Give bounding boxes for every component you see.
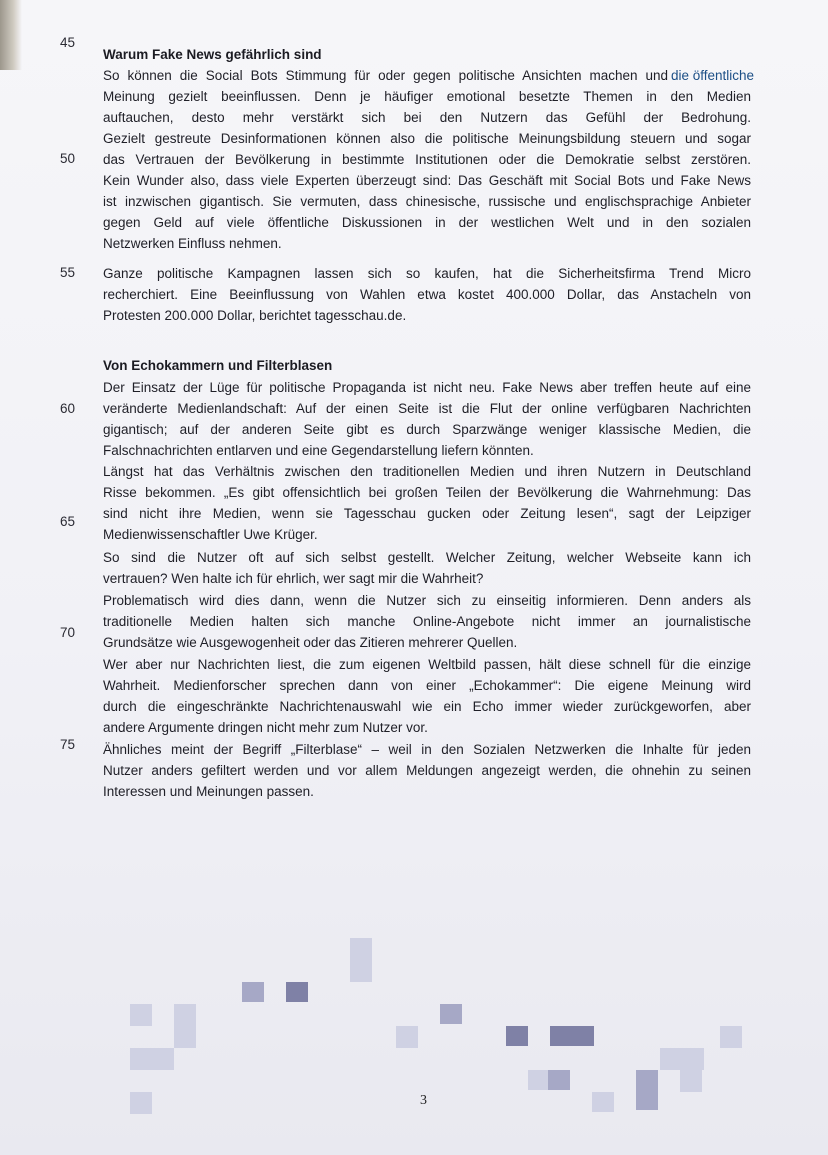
text-line: Kein Wunder also, dass viele Experten überzeugt sind: Das Geschäft mit Social Bots und Fake News <box>103 173 751 188</box>
line-number: 55 <box>60 265 76 280</box>
text-line: recherchiert. Eine Beeinflussung von Wahlen etwa kostet 400.000 Dollar, das Anstacheln von <box>103 287 751 302</box>
text-line: traditionelle Medien halten sich manche Online-Angebote nicht immer an journalistische <box>103 614 751 629</box>
text-line: Ganze politische Kampagnen lassen sich so kaufen, hat die Sicherheitsfirma Trend Micro <box>103 266 751 281</box>
text-line: auftauchen, desto mehr verstärkt sich bei den Nutzern das Gefühl der Bedrohung. <box>103 110 751 125</box>
text-line: durch die eingeschränkte Nachrichtenauswahl wie ein Echo immer wieder zurückgeworfen, aber <box>103 699 751 714</box>
text-line: Interessen und Meinungen passen. <box>103 784 314 799</box>
text-line: Wahrheit. Medienforscher sprechen dann von einer „Echokammer“: Die eigene Meinung wird <box>103 678 751 693</box>
text-line: So können die Social Bots Stimmung für oder gegen politische Ansichten machen und <box>103 68 668 83</box>
text-line: Grundsätze wie Ausgewogenheit oder das Zitieren mehrerer Quellen. <box>103 635 518 650</box>
text-line: Risse bekommen. „Es gibt offensichtlich bei großen Teilen der Bevölkerung die Wahrnehmung: Das <box>103 485 751 500</box>
text-line: Wer aber nur Nachrichten liest, die zum eigenen Weltbild passen, hält diese schnell für die einzige <box>103 657 751 672</box>
text-line: Längst hat das Verhältnis zwischen den traditionellen Medien und ihren Nutzern in Deutschland <box>103 464 751 479</box>
text-line: Meinung gezielt beeinflussen. Denn je häufiger emotional besetzte Themen in den Medien <box>103 89 751 104</box>
line-number: 70 <box>60 625 76 640</box>
text-line: Falschnachrichten entlarven und eine Gegendarstellung liefern könnten. <box>103 443 534 458</box>
text-line: Der Einsatz der Lüge für politische Propaganda ist nicht neu. Fake News aber treffen heute auf eine <box>103 380 751 395</box>
text-line: gegen Geld auf viele öffentliche Diskussionen in der westlichen Welt und in den sozialen <box>103 215 751 230</box>
text-line: So sind die Nutzer oft auf sich selbst gestellt. Welcher Zeitung, welcher Webseite kann ich <box>103 550 751 565</box>
line-number: 50 <box>60 151 76 166</box>
page-number: 3 <box>420 1093 427 1108</box>
text-line: Medienwissenschaftler Uwe Krüger. <box>103 527 318 542</box>
text-line: gigantisch; auf der anderen Seite gibt es durch Sparzwänge weniger klassische Medien, die <box>103 422 751 437</box>
line-number: 65 <box>60 514 76 529</box>
text-line: sind nicht ihre Medien, wenn sie Tagesschau gucken oder Zeitung lesen“, sagt der Leipziger <box>103 506 751 521</box>
text-line: das Vertrauen der Bevölkerung in bestimmte Institutionen oder die Demokratie selbst zerstören. <box>103 152 751 167</box>
text-line: Gezielt gestreute Desinformationen können also die politische Meinungsbildung steuern und sogar <box>103 131 751 146</box>
line-number: 45 <box>60 35 76 50</box>
line-number: 75 <box>60 737 76 752</box>
text-line: Nutzer anders gefiltert werden und vor allem Meldungen angezeigt werden, die ohnehin zu seinen <box>103 763 751 778</box>
text-line: Problematisch wird dies dann, wenn die Nutzer sich zu einseitig informieren. Denn anders als <box>103 593 751 608</box>
highlighted-text: die öffentliche <box>671 68 755 83</box>
text-line: ist inzwischen gigantisch. Sie vermuten, dass chinesische, russische und englischsprachige Anbieter <box>103 194 751 209</box>
text-line: vertrauen? Wen halte ich für ehrlich, wer sagt mir die Wahrheit? <box>103 571 484 586</box>
text-line: Protesten 200.000 Dollar, berichtet tagesschau.de. <box>103 308 407 323</box>
section-heading: Warum Fake News gefährlich sind <box>103 47 322 62</box>
text-line: Ähnliches meint der Begriff „Filterblase“ – weil in den Sozialen Netzwerken die Inhalte für jeden <box>103 742 751 757</box>
text-line: Netzwerken Einfluss nehmen. <box>103 236 282 251</box>
line-number: 60 <box>60 401 76 416</box>
section-heading: Von Echokammern und Filterblasen <box>103 358 333 373</box>
text-line: andere Argumente dringen nicht mehr zum Nutzer vor. <box>103 720 428 735</box>
text-line: veränderte Medienlandschaft: Auf der einen Seite ist die Flut der online verfügbaren Nachrichten <box>103 401 751 416</box>
